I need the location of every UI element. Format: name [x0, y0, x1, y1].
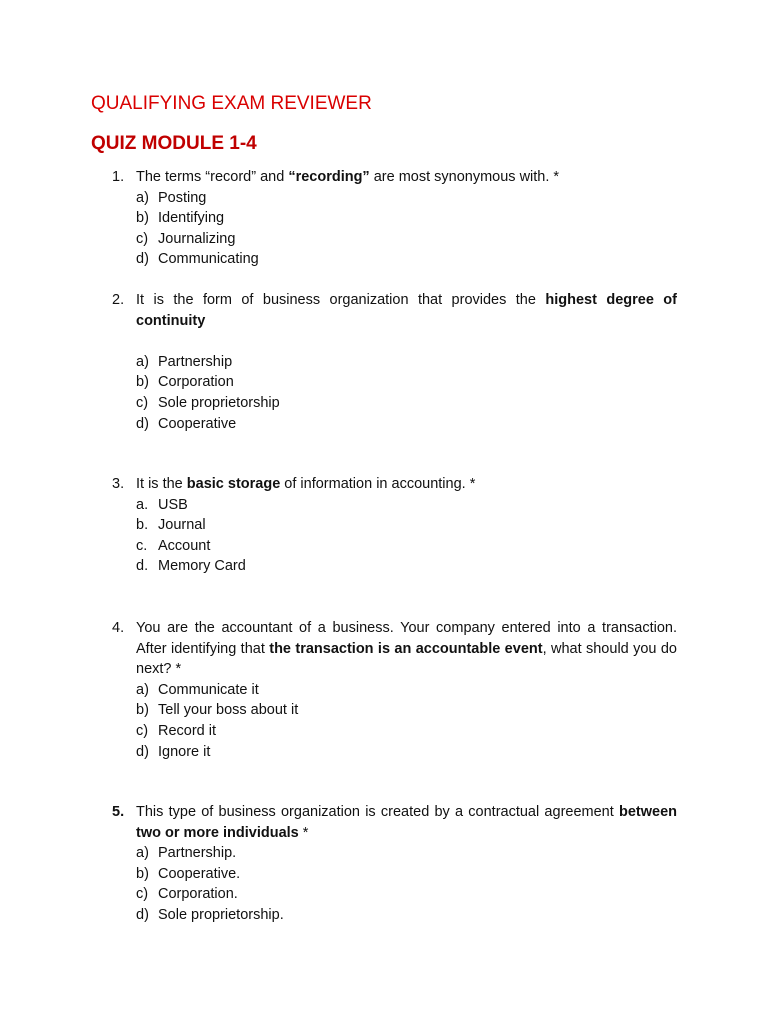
question-stem [91, 167, 677, 188]
question-1 [91, 167, 677, 270]
option-text: Tell your boss about it [158, 702, 299, 719]
question-number: 3. [112, 476, 125, 492]
option-text: Journal [158, 517, 206, 534]
question-stem [91, 802, 677, 843]
question-text-after: * [298, 824, 309, 841]
option-key: c) [136, 230, 149, 247]
option-key: b) [136, 702, 149, 719]
option-key: c) [136, 722, 149, 739]
page-title: QUALIFYING EXAM REVIEWER [91, 93, 372, 114]
option-a [91, 680, 677, 701]
option-key: a) [136, 845, 149, 862]
option-text: Partnership. [158, 845, 237, 862]
question-number: 4. [112, 620, 125, 636]
question-stem [91, 474, 677, 495]
question-text-bold: “recording” [288, 169, 370, 185]
option-text: Partnership [158, 353, 233, 370]
question-text-before: You are the accountant of a business. Your company entered into a transaction. After identifying that [136, 620, 677, 657]
option-b [91, 515, 677, 536]
option-text: Ignore it [158, 743, 211, 760]
question-3 [91, 474, 677, 577]
option-text: Sole proprietorship [158, 394, 280, 411]
question-stem [91, 290, 677, 331]
question-text-before: The terms “record” and [136, 169, 289, 185]
option-text: Cooperative. [158, 865, 241, 882]
option-d [91, 905, 677, 926]
option-text: USB [158, 496, 188, 513]
option-key: d) [136, 415, 149, 432]
option-text: Record it [158, 722, 217, 739]
question-text-before: This type of business organization is created by a contractual agreement [136, 804, 619, 820]
option-text: Posting [158, 189, 207, 206]
question-stem [91, 618, 677, 680]
question-text-bold: between two or more individuals [136, 804, 677, 841]
question-text [136, 474, 677, 495]
option-c [91, 229, 677, 250]
question-number: 2. [112, 292, 125, 308]
options-list [91, 495, 677, 577]
option-key: b) [136, 374, 149, 391]
option-text: Corporation. [158, 886, 238, 903]
question-text [136, 802, 677, 843]
option-text: Corporation [158, 374, 234, 391]
options-list [91, 352, 677, 434]
option-key: b) [136, 865, 149, 882]
option-d [91, 556, 677, 577]
question-text-bold: basic storage [186, 476, 281, 492]
option-key: d. [136, 558, 149, 575]
option-c [91, 884, 677, 905]
option-a [91, 495, 677, 516]
question-5 [91, 802, 677, 926]
options-list [91, 188, 677, 270]
question-text-bold: the transaction is an accountable event [269, 640, 543, 657]
option-key: c) [136, 886, 149, 903]
option-d [91, 414, 677, 435]
option-key: a) [136, 681, 149, 698]
question-text-after: of information in accounting. * [280, 476, 476, 492]
option-d [91, 249, 677, 270]
question-text [136, 167, 677, 188]
option-text: Memory Card [158, 558, 246, 575]
question-text [136, 618, 677, 680]
option-key: b) [136, 210, 149, 227]
question-text [136, 290, 677, 331]
question-text-before: It is the [136, 476, 187, 492]
question-number: 1. [112, 169, 125, 185]
option-key: d) [136, 251, 149, 268]
options-list [91, 680, 677, 762]
option-text: Communicating [158, 251, 259, 268]
option-c [91, 721, 677, 742]
option-key: c. [136, 537, 148, 554]
option-text: Identifying [158, 210, 225, 227]
option-key: d) [136, 743, 149, 760]
options-list [91, 843, 677, 925]
option-b [91, 864, 677, 885]
option-a [91, 188, 677, 209]
option-d [91, 742, 677, 763]
option-text: Journalizing [158, 230, 236, 247]
option-key: d) [136, 906, 149, 923]
option-key: a) [136, 189, 149, 206]
option-text: Communicate it [158, 681, 259, 698]
option-b [91, 700, 677, 721]
question-text-after: , what should you do next? * [136, 640, 677, 678]
option-key: a) [136, 353, 149, 370]
option-text: Cooperative [158, 415, 237, 432]
question-number: 5. [112, 804, 125, 820]
question-4 [91, 618, 677, 762]
option-key: a. [136, 496, 149, 513]
option-c [91, 536, 677, 557]
option-b [91, 372, 677, 393]
option-a [91, 843, 677, 864]
page-subtitle: QUIZ MODULE 1-4 [91, 133, 257, 154]
option-text: Account [158, 537, 211, 554]
question-text-after: are most synonymous with. * [369, 169, 560, 185]
option-text: Sole proprietorship. [158, 906, 284, 923]
option-key: c) [136, 394, 149, 411]
option-b [91, 208, 677, 229]
question-2 [91, 290, 677, 434]
option-c [91, 393, 677, 414]
question-text-before: It is the form of business organization that provides the [136, 292, 546, 308]
question-text-bold: highest degree of continuity [136, 292, 677, 329]
option-a [91, 352, 677, 373]
option-key: b. [136, 517, 149, 534]
